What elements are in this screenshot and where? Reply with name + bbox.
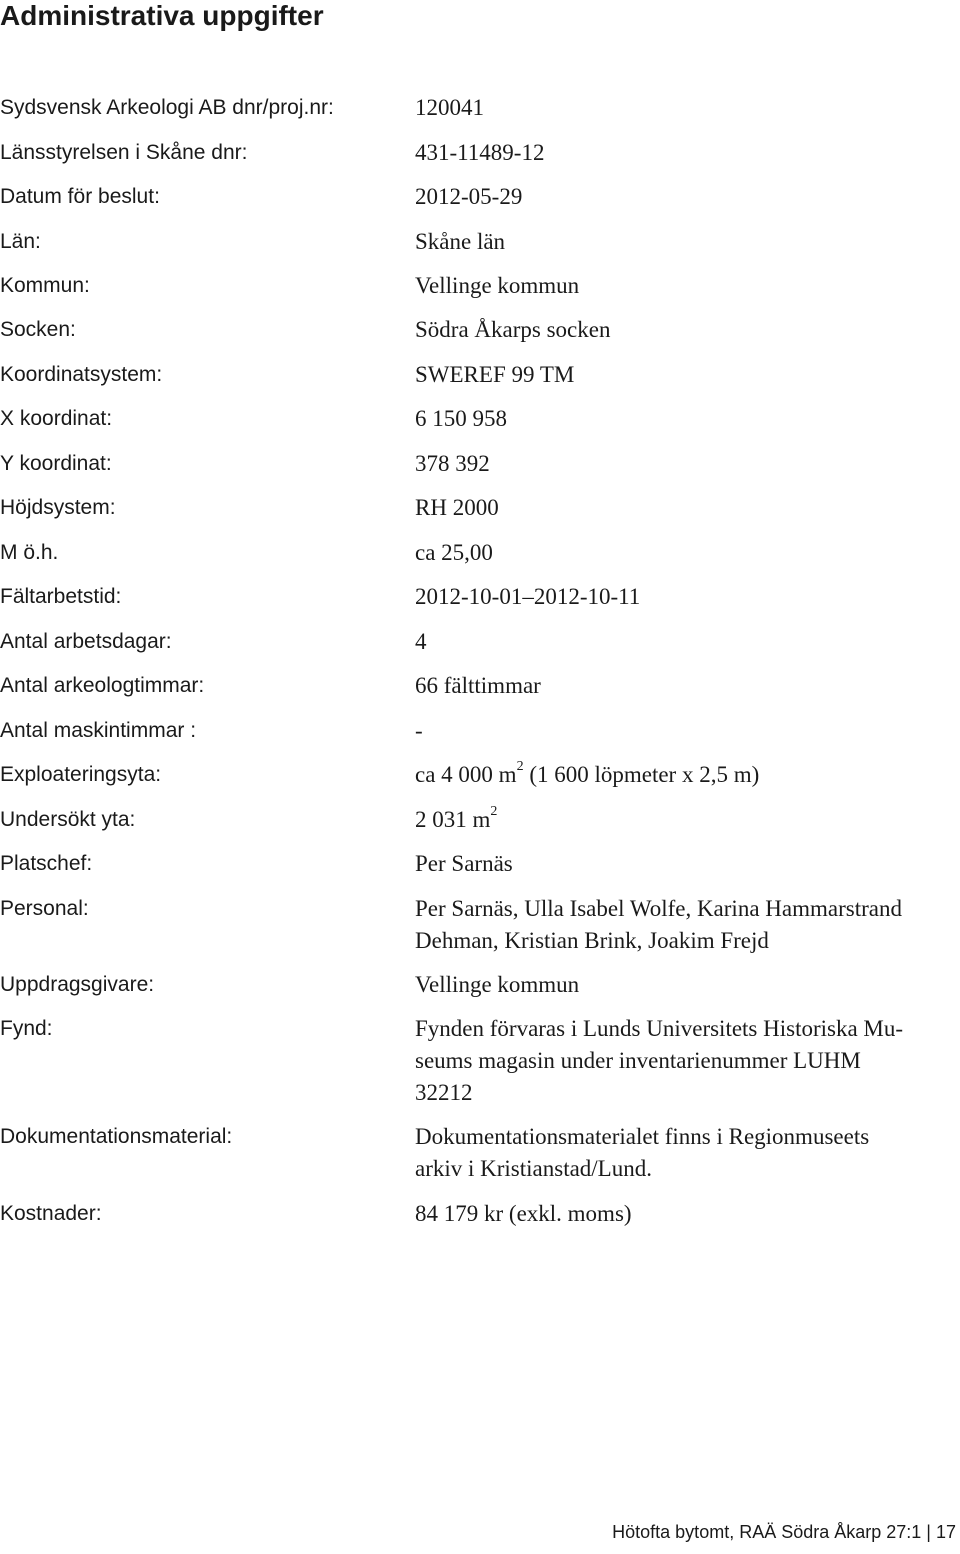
field-value-line: 378 392: [415, 451, 490, 476]
field-value-line: 2012-10-01–2012-10-11: [415, 584, 641, 609]
field-value: [415, 403, 960, 435]
field-value-line: 4: [415, 629, 427, 654]
field-value: [415, 359, 960, 391]
field-value-line: Vellinge kommun: [415, 972, 580, 997]
field-label: Kommun:: [0, 274, 90, 297]
field-value-line: seums magasin under inventarienummer LUHM: [415, 1048, 861, 1073]
field-label: M ö.h.: [0, 541, 59, 564]
field-value: [415, 626, 960, 658]
field-value-line: SWEREF 99 TM: [415, 362, 575, 387]
field-value-line: 84 179 kr (exkl. moms): [415, 1201, 632, 1226]
field-label: Koordinatsystem:: [0, 363, 163, 386]
field-value: [415, 581, 960, 613]
field-value: [415, 270, 960, 302]
field-label: Antal arbetsdagar:: [0, 630, 172, 653]
value-prefix: ca 4 000 m: [415, 762, 517, 787]
field-label: Antal arkeologtimmar:: [0, 674, 205, 697]
field-value-line: Per Sarnäs, Ulla Isabel Wolfe, Karina Hammarstrand: [415, 896, 902, 921]
field-value-line: ca 25,00: [415, 540, 493, 565]
field-value: [415, 893, 960, 957]
field-value-line: Dehman, Kristian Brink, Joakim Frejd: [415, 928, 769, 953]
field-value-line: 32212: [415, 1080, 473, 1105]
field-value-line: Fynden förvaras i Lunds Universitets Historiska Mu-: [415, 1016, 904, 1041]
field-value: [415, 715, 960, 747]
field-value: [415, 448, 960, 480]
page-footer: Hötofta bytomt, RAÄ Södra Åkarp 27:1 | 17: [612, 1522, 956, 1542]
field-value: [415, 92, 960, 124]
field-value-line: Skåne län: [415, 229, 506, 254]
field-label: Fältarbetstid:: [0, 585, 122, 608]
field-value: [415, 1013, 960, 1109]
field-value: [415, 1198, 960, 1230]
field-value-line: 2012-05-29: [415, 184, 523, 209]
field-value-line: [415, 804, 960, 836]
field-value: [415, 226, 960, 258]
field-value-line: [415, 759, 960, 791]
field-value: [415, 492, 960, 524]
field-value-line: RH 2000: [415, 495, 499, 520]
field-value: [415, 848, 960, 880]
field-label: Dokumentationsmaterial:: [0, 1125, 233, 1148]
field-value: [415, 804, 960, 836]
field-value: [415, 670, 960, 702]
field-value-line: Södra Åkarps socken: [415, 317, 611, 342]
field-label: Län:: [0, 230, 41, 253]
value-prefix: 2 031 m: [415, 807, 491, 832]
field-value-line: Per Sarnäs: [415, 851, 513, 876]
value-suffix: (1 600 löpmeter x 2,5 m): [523, 762, 760, 787]
value-superscript: 2: [516, 759, 524, 775]
field-value-line: 431-11489-12: [415, 140, 545, 165]
field-label: Y koordinat:: [0, 452, 112, 475]
field-label: Datum för beslut:: [0, 185, 160, 208]
field-value-line: -: [415, 718, 423, 743]
field-label: X koordinat:: [0, 407, 113, 430]
field-value-line: Vellinge kommun: [415, 273, 580, 298]
field-label: Uppdragsgivare:: [0, 973, 155, 996]
field-value: [415, 759, 960, 791]
field-value-line: Dokumentationsmaterialet finns i Regionmuseets: [415, 1124, 870, 1149]
field-label: Exploateringsyta:: [0, 763, 162, 786]
field-value: [415, 314, 960, 346]
field-value-line: 66 fälttimmar: [415, 673, 541, 698]
field-value: [415, 969, 960, 1001]
field-value: [415, 137, 960, 169]
field-label: Socken:: [0, 318, 76, 341]
value-superscript: 2: [490, 804, 498, 820]
field-value: [415, 1121, 960, 1185]
field-value: [415, 537, 960, 569]
field-label: Personal:: [0, 897, 89, 920]
field-value: [415, 181, 960, 213]
field-label: Kostnader:: [0, 1202, 102, 1225]
field-label: Höjdsystem:: [0, 496, 116, 519]
field-label: Antal maskintimmar :: [0, 719, 197, 742]
field-label: Undersökt yta:: [0, 808, 136, 831]
field-label: Platschef:: [0, 852, 93, 875]
field-label: Länsstyrelsen i Skåne dnr:: [0, 141, 248, 164]
field-label: Fynd:: [0, 1017, 53, 1040]
page-heading: Administrativa uppgifter: [0, 0, 324, 31]
field-value-line: arkiv i Kristianstad/Lund.: [415, 1156, 652, 1181]
field-value-line: 6 150 958: [415, 406, 507, 431]
field-value-line: 120041: [415, 95, 484, 120]
field-label: Sydsvensk Arkeologi AB dnr/proj.nr:: [0, 96, 334, 119]
